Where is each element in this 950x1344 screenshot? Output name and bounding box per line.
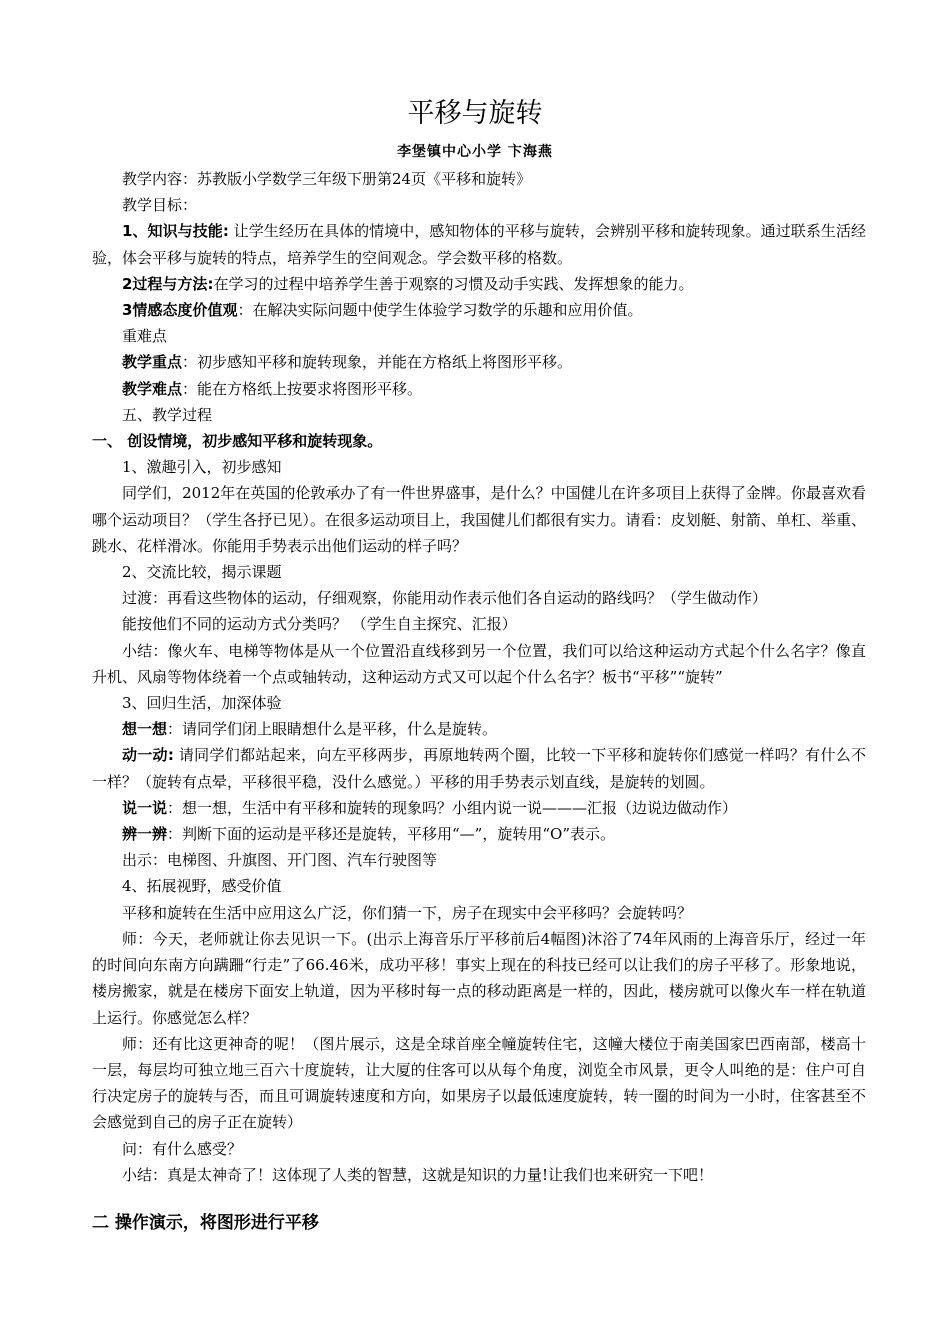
section-2-heading: 二 操作演示，将图形进行平移 [92, 1213, 319, 1233]
step-4-paragraph-4: 问：有什么感受？ [122, 1139, 243, 1158]
hard-point-label: 教学难点 [122, 379, 183, 398]
objectives-heading: 教学目标： [122, 196, 198, 215]
say-label: 说一说 [122, 798, 168, 817]
step-4-heading: 4、拓展视野，感受价值 [122, 877, 282, 896]
hard-point [92, 376, 866, 402]
step-3-heading: 3、回归生活，加深体验 [122, 694, 282, 713]
key-point [92, 349, 866, 375]
step-4-paragraph-3: 师：还有比这更神奇的呢！（图片展示，这是全球首座全幢旋转住宅，这幢大楼位于南美国家巴西南部，楼高十一层，每层均可独立地三百六十度旋转，让大厦的住客可以从每个角度，浏览全市风景，更令人叫绝的是：住户可自行决定房子的旋转与否，而且可调旋转速度和方向，如果房子以最低速度旋转，转一圈的时间为一小时，住客甚至不会感觉到自己的房子正在旋转） [92, 1034, 866, 1132]
key-point-text: ：初步感知平移和旋转现象，并能在方格纸上将图形平移。 [182, 353, 573, 372]
step-2-paragraph-1: 过渡：再看这些物体的运动，仔细观察，你能用动作表示他们各自运动的路线吗？（学生做动作） [122, 589, 768, 608]
think-text: ：请同学们闭上眼睛想什么是平移，什么是旋转。 [167, 720, 498, 739]
objective-3-text: ：在解决实际问题中使学生体验学习数学的乐趣和应用价值。 [237, 301, 643, 320]
objective-2-text: 在学习的过程中培养学生善于观察的习惯及动手实践、发挥想象的能力。 [213, 274, 694, 293]
say-text: ：想一想，生活中有平移和旋转的现象吗？小组内说一说———汇报（边说边做动作） [167, 798, 738, 817]
judge-text: ：判断下面的运动是平移还是旋转，平移用“—”，旋转用“O”表示。 [167, 825, 615, 844]
move-text: 请同学们都站起来，向左平移两步，再原地转两个圈，比较一下平移和旋转你们感觉一样吗？有什么不一样？（旋转有点晕，平移很平稳，没什么感觉。）平移的用手势表示划直线，是旋转的划圆。 [92, 746, 866, 791]
process-heading: 五、教学过程 [122, 405, 213, 424]
key-point-label: 教学重点 [122, 353, 183, 372]
say-paragraph [92, 795, 866, 821]
objective-2 [92, 271, 866, 297]
step-4-paragraph-5: 小结：真是太神奇了！这体现了人类的智慧，这就是知识的力量!让我们也来研究一下吧！ [122, 1165, 714, 1184]
step-2-heading: 2、交流比较，揭示课题 [122, 563, 282, 582]
judge-paragraph [92, 821, 866, 847]
author-line: 李堡镇中心小学 卞海燕 [397, 144, 553, 160]
difficulty-heading: 重难点 [122, 327, 168, 346]
think-paragraph [92, 716, 866, 742]
objective-1-label: 1、知识与技能: [122, 222, 229, 241]
step-1-heading: 1、激趣引入，初步感知 [122, 458, 282, 477]
step-4-paragraph-1: 平移和旋转在生活中应用这么广泛，你们猜一下，房子在现实中会平移吗？会旋转吗？ [122, 903, 693, 922]
step-2-paragraph-2: 能按他们不同的运动方式分类吗？ （学生自主探究、汇报） [122, 615, 517, 634]
step-4-paragraph-2: 师：今天，老师就让你去见识一下。(出示上海音乐厅平移前后4幅图)沐浴了74年风雨的上海音乐厅，经过一年的时间向东南方向蹒跚“行走”了66.46米，成功平移！事实上现在的科技已经可以让我们的房子平移了。形象地说，楼房搬家，就是在楼房下面安上轨道，因为平移时每一点的移动距离是一样的，因此，楼房就可以像火车一样在轨道上运行。你感觉怎么样？ [92, 929, 866, 1027]
document-body [92, 166, 866, 1188]
show-line: 出示：电梯图、升旗图、开门图、汽车行驶图等 [122, 851, 438, 870]
step-1-paragraph: 同学们，2012年在英国的伦敦承办了有一件世界盛事，是什么？中国健儿在许多项目上获得了金牌。你最喜欢看哪个运动项目？（学生各抒已见）。在很多运动项目上，我国健儿们都很有实力。请看：皮划艇、射箭、单杠、举重、跳水、花样滑冰。你能用手势表示出他们运动的样子吗？ [92, 484, 866, 555]
section-1-heading: 一、 创设情境，初步感知平移和旋转现象。 [92, 432, 383, 451]
move-paragraph [92, 742, 866, 794]
judge-label: 辨一辨 [122, 825, 168, 844]
objective-2-label: 2过程与方法: [122, 274, 214, 293]
think-label: 想一想 [122, 720, 168, 739]
hard-point-text: ：能在方格纸上按要求将图形平移。 [182, 379, 423, 398]
page-title: 平移与旋转 [407, 98, 543, 129]
move-label: 动一动: [122, 746, 174, 765]
objective-1-text: 让学生经历在具体的情境中，感知物体的平移与旋转，会辨别平移和旋转现象。通过联系生活经验，体会平移与旋转的特点，培养学生的空间观念。学会数平移的格数。 [92, 222, 867, 267]
objective-3-label: 3情感态度价值观 [122, 301, 238, 320]
objective-3 [92, 297, 866, 323]
content-line: 教学内容：苏教版小学数学三年级下册第24页《平移和旋转》 [122, 170, 532, 188]
step-2-paragraph-3: 小结：像火车、电梯等物体是从一个位置沿直线移到另一个位置，我们可以给这种运动方式起个什么名字？像直升机、风扇等物体绕着一个点或轴转动，这种运动方式又可以起个什么名字？板书“平移”“旋转” [92, 641, 866, 686]
objective-1 [92, 218, 866, 270]
